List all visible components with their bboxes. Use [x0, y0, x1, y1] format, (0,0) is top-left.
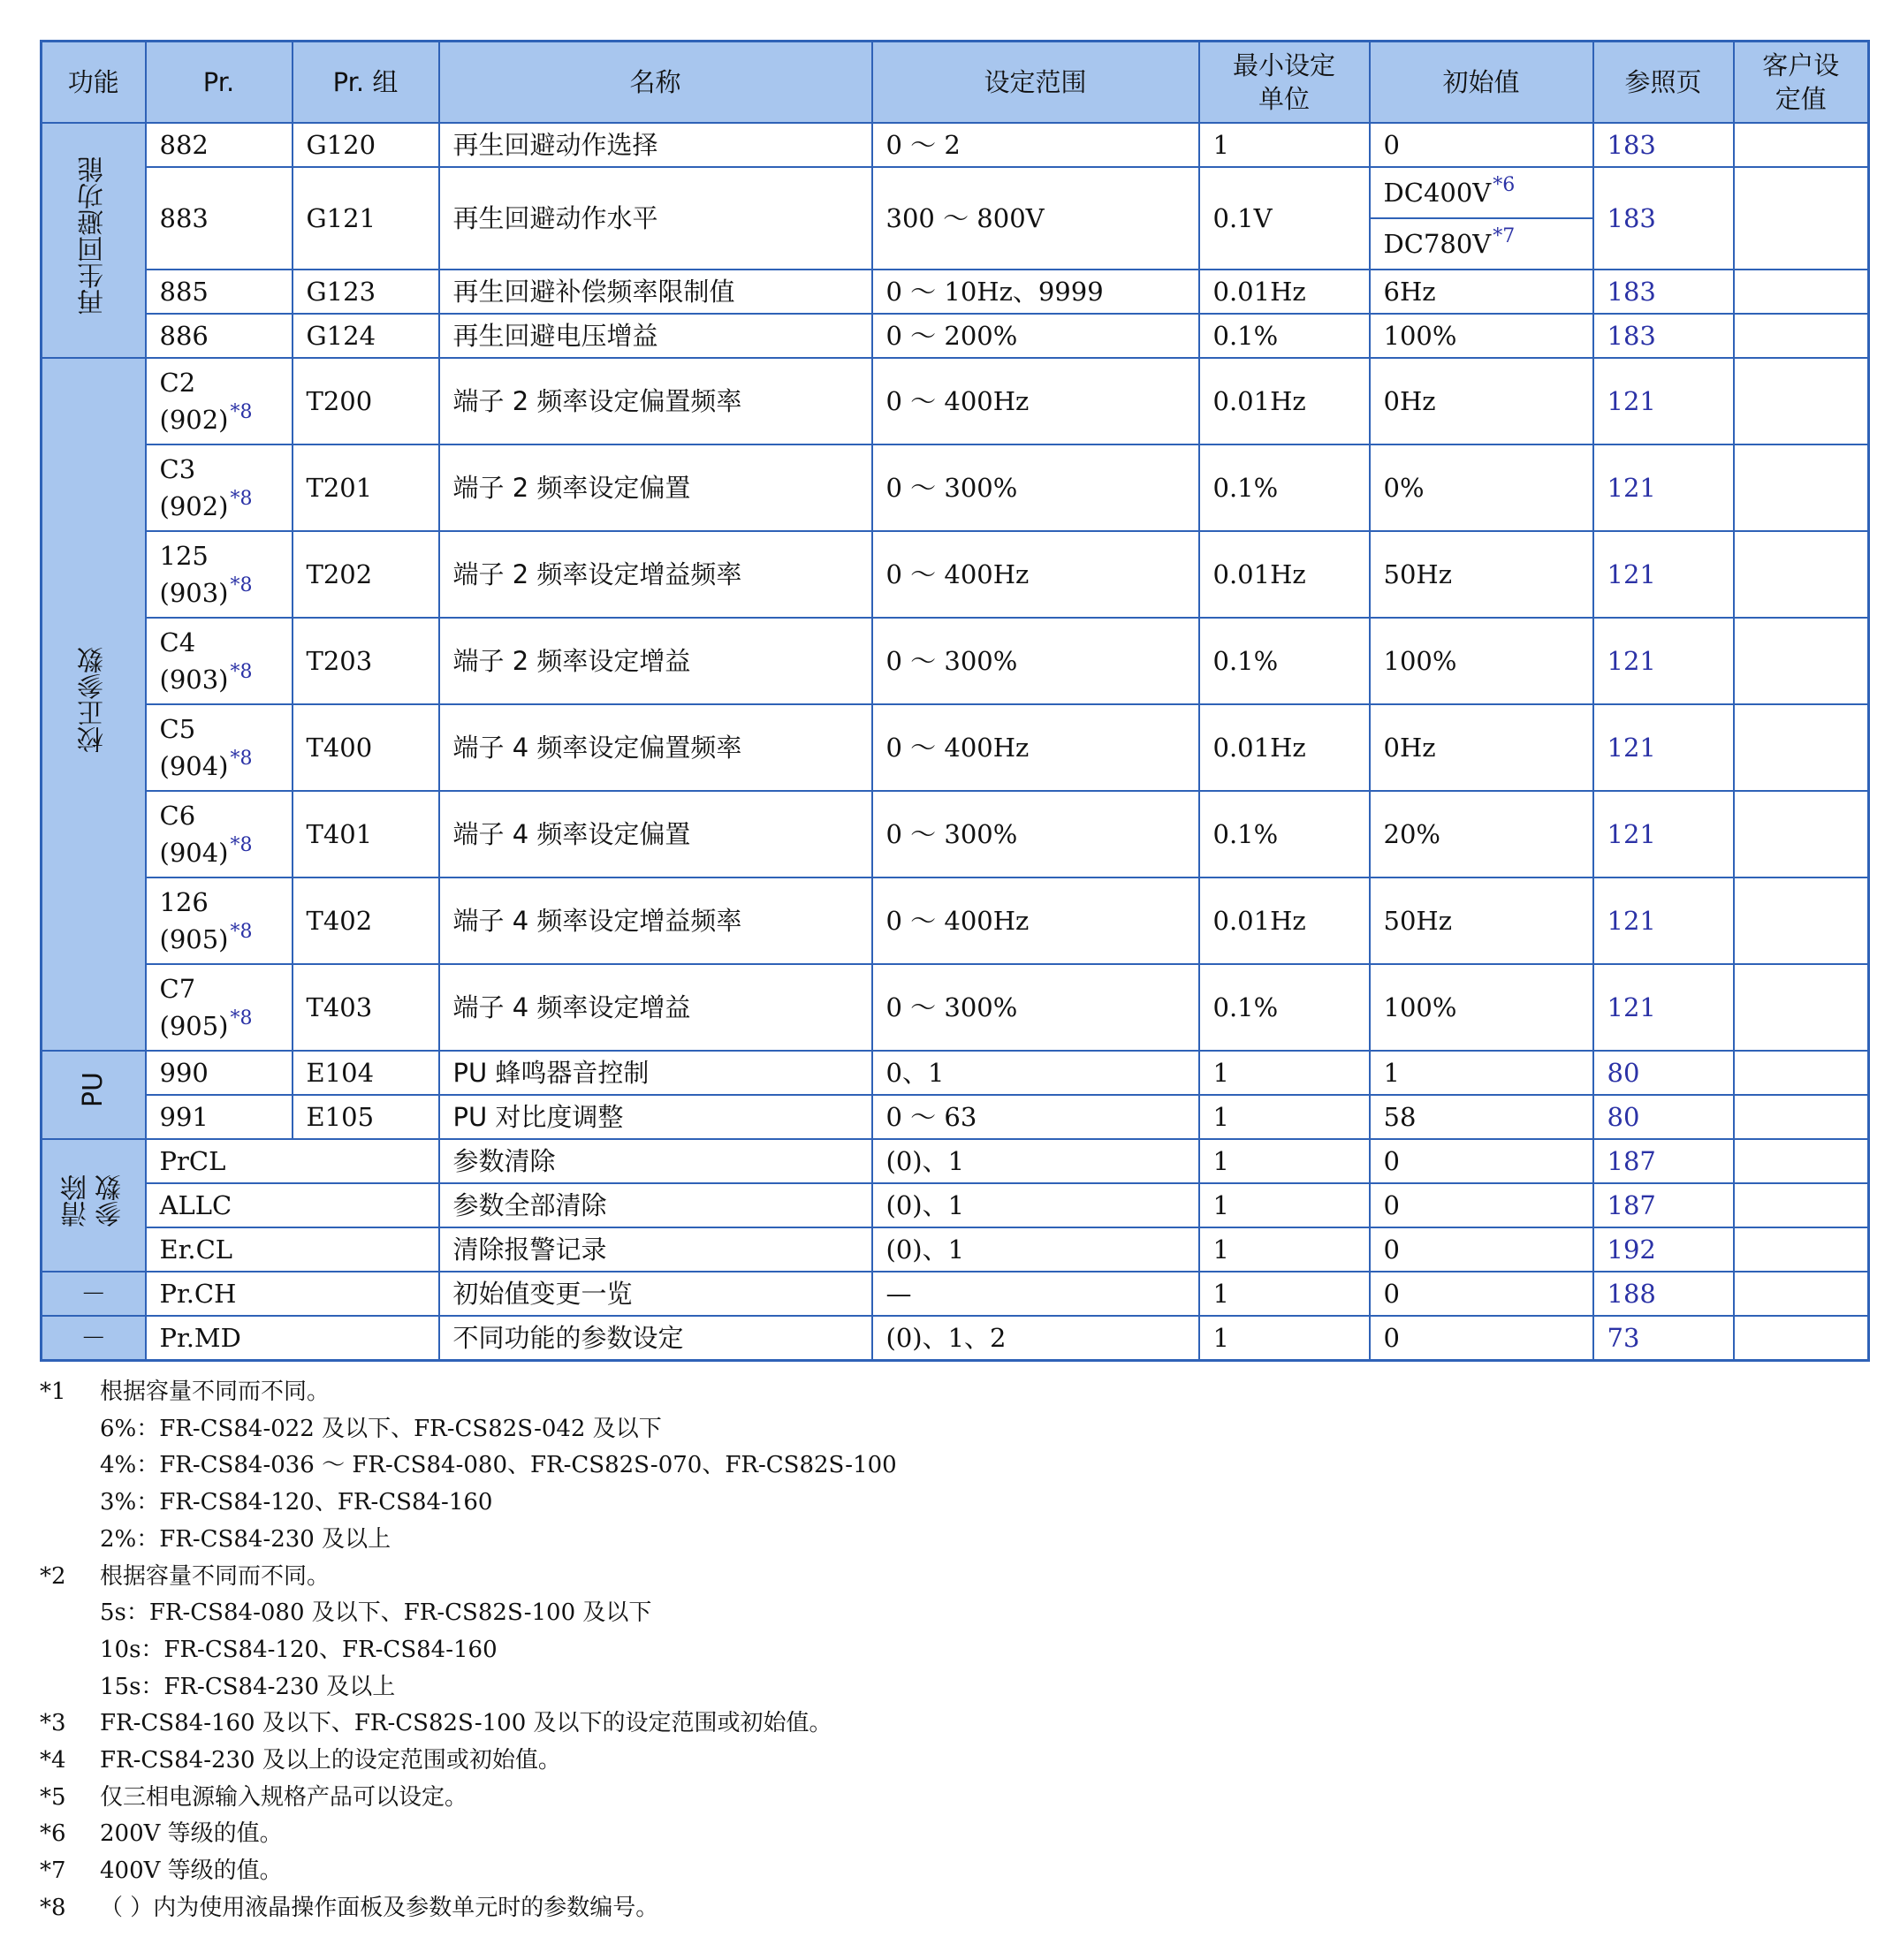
pr-cell: Pr.CH [146, 1272, 439, 1316]
customer-cell [1734, 1316, 1869, 1361]
table-row [42, 358, 1869, 444]
pr-cell: C6 (904)$^{*8}$ [146, 791, 293, 877]
pr-cell: 886 [146, 314, 293, 358]
section-clear-l1: 清除 [60, 1174, 92, 1227]
table-row [42, 531, 1869, 618]
initial-cell: 58 [1370, 1095, 1593, 1139]
unit-cell: 1 [1199, 1272, 1370, 1316]
customer-cell [1734, 358, 1869, 444]
unit-cell: 1 [1199, 1183, 1370, 1227]
name-cell: 再生回避补偿频率限制值 [439, 270, 872, 314]
footnote-ref[interactable]: *8 [230, 834, 253, 856]
header-unit [1199, 42, 1370, 124]
unit-cell: 0.1% [1199, 791, 1370, 877]
table-row [42, 1316, 1869, 1361]
page-link[interactable]: 187 [1593, 1183, 1734, 1227]
pr-cell: C5 (904)$^{*8}$ [146, 704, 293, 791]
page-link[interactable]: 121 [1593, 791, 1734, 877]
footnote: 15s：FR-CS84-230 及以上 [100, 1673, 396, 1700]
header-unit-l1: 最小设定 [1232, 50, 1335, 80]
name-cell: 再生回避动作水平 [439, 167, 872, 270]
name-cell: 参数清除 [439, 1139, 872, 1183]
range-cell: 0 ～ 10Hz、9999 [872, 270, 1199, 314]
table-row [42, 444, 1869, 531]
range-cell: 0 ～ 400Hz [872, 358, 1199, 444]
footnote: 5s：FR-CS84-080 及以下、FR-CS82S-100 及以下 [100, 1599, 652, 1627]
pr-cell: 883 [146, 167, 293, 270]
section-pu: PU [42, 1051, 146, 1139]
initial-cell: 6Hz [1370, 270, 1593, 314]
range-cell: (0)、1 [872, 1139, 1199, 1183]
name-cell: 再生回避动作选择 [439, 123, 872, 167]
page-link[interactable]: 187 [1593, 1139, 1734, 1183]
unit-cell: 1 [1199, 1316, 1370, 1361]
range-cell: — [872, 1272, 1199, 1316]
range-cell: 0 ～ 300% [872, 964, 1199, 1051]
initial-cell: 0 [1370, 1139, 1593, 1183]
range-cell: 0 ～ 400Hz [872, 531, 1199, 618]
header-initial: 初始值 [1370, 42, 1593, 124]
page-link[interactable]: 121 [1593, 964, 1734, 1051]
name-cell: PU 对比度调整 [439, 1095, 872, 1139]
unit-cell: 1 [1199, 1051, 1370, 1095]
group-cell: T400 [293, 704, 439, 791]
unit-cell: 0.01Hz [1199, 877, 1370, 964]
pr-cell: ALLC [146, 1183, 439, 1227]
parameter-table [40, 40, 1870, 1362]
group-cell: G121 [293, 167, 439, 270]
section-dash: － [42, 1272, 146, 1316]
unit-cell: 0.1V [1199, 167, 1370, 270]
page-link[interactable]: 183 [1593, 123, 1734, 167]
footnote: *6 200V 等级的值。 [40, 1820, 283, 1848]
unit-cell: 0.1% [1199, 964, 1370, 1051]
customer-cell [1734, 314, 1869, 358]
page-link[interactable]: 80 [1593, 1051, 1734, 1095]
header-customer-l2: 定值 [1775, 84, 1827, 114]
customer-cell [1734, 444, 1869, 531]
page-link[interactable]: 183 [1593, 167, 1734, 270]
page-link[interactable]: 73 [1593, 1316, 1734, 1361]
name-cell: 端子 2 频率设定偏置 [439, 444, 872, 531]
table-row [42, 1095, 1869, 1139]
initial-cell: 100% [1370, 314, 1593, 358]
range-cell: 0 ～ 400Hz [872, 877, 1199, 964]
customer-cell [1734, 270, 1869, 314]
footnotes [40, 1374, 1867, 1927]
customer-cell [1734, 1272, 1869, 1316]
footnote: 2%：FR-CS84-230 及以上 [100, 1525, 391, 1553]
unit-cell: 0.01Hz [1199, 270, 1370, 314]
unit-cell: 1 [1199, 1227, 1370, 1272]
header-unit-l2: 单位 [1258, 84, 1310, 114]
page-link[interactable]: 121 [1593, 531, 1734, 618]
pr-cell: 126 (905)$^{*8}$ [146, 877, 293, 964]
pr-cell: C2 (902)$^{*8}$ [146, 358, 293, 444]
page-link[interactable]: 121 [1593, 358, 1734, 444]
initial-cell: 0 [1370, 1316, 1593, 1361]
group-cell: E104 [293, 1051, 439, 1095]
footnote-ref[interactable]: *7 [1493, 225, 1516, 247]
section-regen: 再生回避功能 [42, 123, 146, 358]
pr-cell: 991 [146, 1095, 293, 1139]
customer-cell [1734, 618, 1869, 704]
pr-cell: C4 (903)$^{*8}$ [146, 618, 293, 704]
footnote: *2 根据容量不同而不同。 [40, 1562, 331, 1590]
initial-cell: 1 [1370, 1051, 1593, 1095]
group-cell: T402 [293, 877, 439, 964]
section-clear-l2: 参数 [95, 1174, 126, 1227]
table-row [42, 1272, 1869, 1316]
customer-cell [1734, 1095, 1869, 1139]
name-cell: 端子 2 频率设定增益 [439, 618, 872, 704]
range-cell: 300 ～ 800V [872, 167, 1199, 270]
unit-cell: 0.1% [1199, 444, 1370, 531]
page-link[interactable]: 121 [1593, 704, 1734, 791]
range-cell: 0 ～ 300% [872, 618, 1199, 704]
table-row [42, 270, 1869, 314]
customer-cell [1734, 964, 1869, 1051]
pr-cell: C3 (902)$^{*8}$ [146, 444, 293, 531]
page-link[interactable]: 121 [1593, 444, 1734, 531]
range-cell: 0 ～ 400Hz [872, 704, 1199, 791]
initial-cell: 0Hz [1370, 704, 1593, 791]
page-link[interactable]: 188 [1593, 1272, 1734, 1316]
footnote-ref[interactable]: *8 [230, 1007, 253, 1029]
unit-cell: 1 [1199, 1095, 1370, 1139]
footnote-ref[interactable]: *8 [230, 661, 253, 683]
name-cell: 端子 2 频率设定增益频率 [439, 531, 872, 618]
range-cell: (0)、1 [872, 1227, 1199, 1272]
range-cell: 0 ～ 300% [872, 791, 1199, 877]
section-dash: － [42, 1316, 146, 1361]
customer-cell [1734, 123, 1869, 167]
footnote: *4 FR-CS84-230 及以上的设定范围或初始值。 [40, 1747, 561, 1774]
customer-cell [1734, 1183, 1869, 1227]
name-cell: 再生回避电压增益 [439, 314, 872, 358]
pr-cell: C7 (905)$^{*8}$ [146, 964, 293, 1051]
initial-cell: 100% [1370, 618, 1593, 704]
page-link[interactable]: 121 [1593, 877, 1734, 964]
table-row [42, 1227, 1869, 1272]
group-cell: T203 [293, 618, 439, 704]
name-cell: 端子 4 频率设定增益频率 [439, 877, 872, 964]
section-calib: 校正参数 [42, 358, 146, 1051]
unit-cell: 0.01Hz [1199, 704, 1370, 791]
footnote-ref[interactable]: *6 [1493, 174, 1516, 196]
group-cell: T200 [293, 358, 439, 444]
footnote-ref[interactable]: *8 [230, 921, 253, 943]
pr-cell: 990 [146, 1051, 293, 1095]
range-cell: 0 ～ 200% [872, 314, 1199, 358]
header-row [42, 42, 1869, 124]
page-link[interactable]: 183 [1593, 314, 1734, 358]
initial-cell: 0Hz [1370, 358, 1593, 444]
footnote: *3 FR-CS84-160 及以下、FR-CS82S-100 及以下的设定范围或初始值。 [40, 1710, 832, 1737]
customer-cell [1734, 1139, 1869, 1183]
header-customer-l1: 客户设 [1762, 50, 1840, 80]
initial-cell: 100% [1370, 964, 1593, 1051]
unit-cell: 0.1% [1199, 314, 1370, 358]
table-row [42, 791, 1869, 877]
table-row [42, 704, 1869, 791]
table-row [42, 1051, 1869, 1095]
initial-cell: 0 [1370, 1227, 1593, 1272]
unit-cell: 0.01Hz [1199, 531, 1370, 618]
initial-cell: 50Hz [1370, 877, 1593, 964]
initial-cell: 0% [1370, 444, 1593, 531]
pr-cell: 125 (903)$^{*8}$ [146, 531, 293, 618]
page-link[interactable]: 121 [1593, 618, 1734, 704]
header-name: 名称 [439, 42, 872, 124]
initial-cell: 0 [1370, 1272, 1593, 1316]
initial-cell: 0 [1370, 123, 1593, 167]
name-cell: 不同功能的参数设定 [439, 1316, 872, 1361]
range-cell: 0 ～ 300% [872, 444, 1199, 531]
footnote: 10s：FR-CS84-120、FR-CS84-160 [100, 1636, 498, 1663]
name-cell: 端子 2 频率设定偏置频率 [439, 358, 872, 444]
footnote: *5 仅三相电源输入规格产品可以设定。 [40, 1783, 468, 1811]
footnote: 6%：FR-CS84-022 及以下、FR-CS82S-042 及以下 [100, 1415, 662, 1442]
footnote-ref[interactable]: *8 [230, 401, 253, 423]
range-cell: 0 ～ 2 [872, 123, 1199, 167]
name-cell: 初始值变更一览 [439, 1272, 872, 1316]
customer-cell [1734, 167, 1869, 270]
footnote: 4%：FR-CS84-036 ～ FR-CS84-080、FR-CS82S-070、FR-CS82S-100 [100, 1452, 897, 1479]
pr-cell: 882 [146, 123, 293, 167]
footnote: *7 400V 等级的值。 [40, 1857, 283, 1885]
range-cell: (0)、1 [872, 1183, 1199, 1227]
footnote-ref[interactable]: *8 [230, 574, 253, 596]
range-cell: (0)、1、2 [872, 1316, 1199, 1361]
footnote-ref[interactable]: *8 [230, 748, 253, 770]
page-link[interactable]: 80 [1593, 1095, 1734, 1139]
page-link[interactable]: 183 [1593, 270, 1734, 314]
pr-cell: Pr.MD [146, 1316, 439, 1361]
header-customer [1734, 42, 1869, 124]
group-cell: G123 [293, 270, 439, 314]
table-row [42, 167, 1869, 218]
footnote: *1 根据容量不同而不同。 [40, 1379, 331, 1405]
table-row [42, 314, 1869, 358]
group-cell: T403 [293, 964, 439, 1051]
customer-cell [1734, 1227, 1869, 1272]
header-pr: Pr. [146, 42, 293, 124]
table-row [42, 618, 1869, 704]
group-cell: T401 [293, 791, 439, 877]
header-range: 设定范围 [872, 42, 1199, 124]
customer-cell [1734, 791, 1869, 877]
header-func: 功能 [42, 42, 146, 124]
footnote: 3%：FR-CS84-120、FR-CS84-160 [100, 1489, 493, 1516]
range-cell: 0、1 [872, 1051, 1199, 1095]
pr-cell: Er.CL [146, 1227, 439, 1272]
customer-cell [1734, 1051, 1869, 1095]
name-cell: 端子 4 频率设定增益 [439, 964, 872, 1051]
name-cell: 清除报警记录 [439, 1227, 872, 1272]
pr-cell: PrCL [146, 1139, 439, 1183]
table-row [42, 964, 1869, 1051]
name-cell: PU 蜂鸣器音控制 [439, 1051, 872, 1095]
page-link[interactable]: 192 [1593, 1227, 1734, 1272]
parameter-sheet [40, 40, 1867, 1927]
table-row [42, 877, 1869, 964]
customer-cell [1734, 704, 1869, 791]
table-row [42, 123, 1869, 167]
footnote: *8 （ ）内为使用液晶操作面板及参数单元时的参数编号。 [40, 1894, 659, 1921]
name-cell: 参数全部清除 [439, 1183, 872, 1227]
initial-cell-a: DC400V$^{*6}$ [1370, 167, 1593, 218]
group-cell: T202 [293, 531, 439, 618]
customer-cell [1734, 531, 1869, 618]
group-cell: G120 [293, 123, 439, 167]
unit-cell: 1 [1199, 1139, 1370, 1183]
name-cell: 端子 4 频率设定偏置频率 [439, 704, 872, 791]
footnote-ref[interactable]: *8 [230, 488, 253, 510]
unit-cell: 0.1% [1199, 618, 1370, 704]
section-clear [42, 1139, 146, 1272]
initial-cell: 50Hz [1370, 531, 1593, 618]
group-cell: G124 [293, 314, 439, 358]
unit-cell: 0.01Hz [1199, 358, 1370, 444]
unit-cell: 1 [1199, 123, 1370, 167]
name-cell: 端子 4 频率设定偏置 [439, 791, 872, 877]
initial-cell: 0 [1370, 1183, 1593, 1227]
group-cell: T201 [293, 444, 439, 531]
table-row [42, 1139, 1869, 1183]
initial-cell-b: DC780V$^{*7}$ [1370, 218, 1593, 270]
initial-cell: 20% [1370, 791, 1593, 877]
customer-cell [1734, 877, 1869, 964]
group-cell: E105 [293, 1095, 439, 1139]
header-page: 参照页 [1593, 42, 1734, 124]
pr-cell: 885 [146, 270, 293, 314]
range-cell: 0 ～ 63 [872, 1095, 1199, 1139]
table-row [42, 1183, 1869, 1227]
header-group: Pr. 组 [293, 42, 439, 124]
